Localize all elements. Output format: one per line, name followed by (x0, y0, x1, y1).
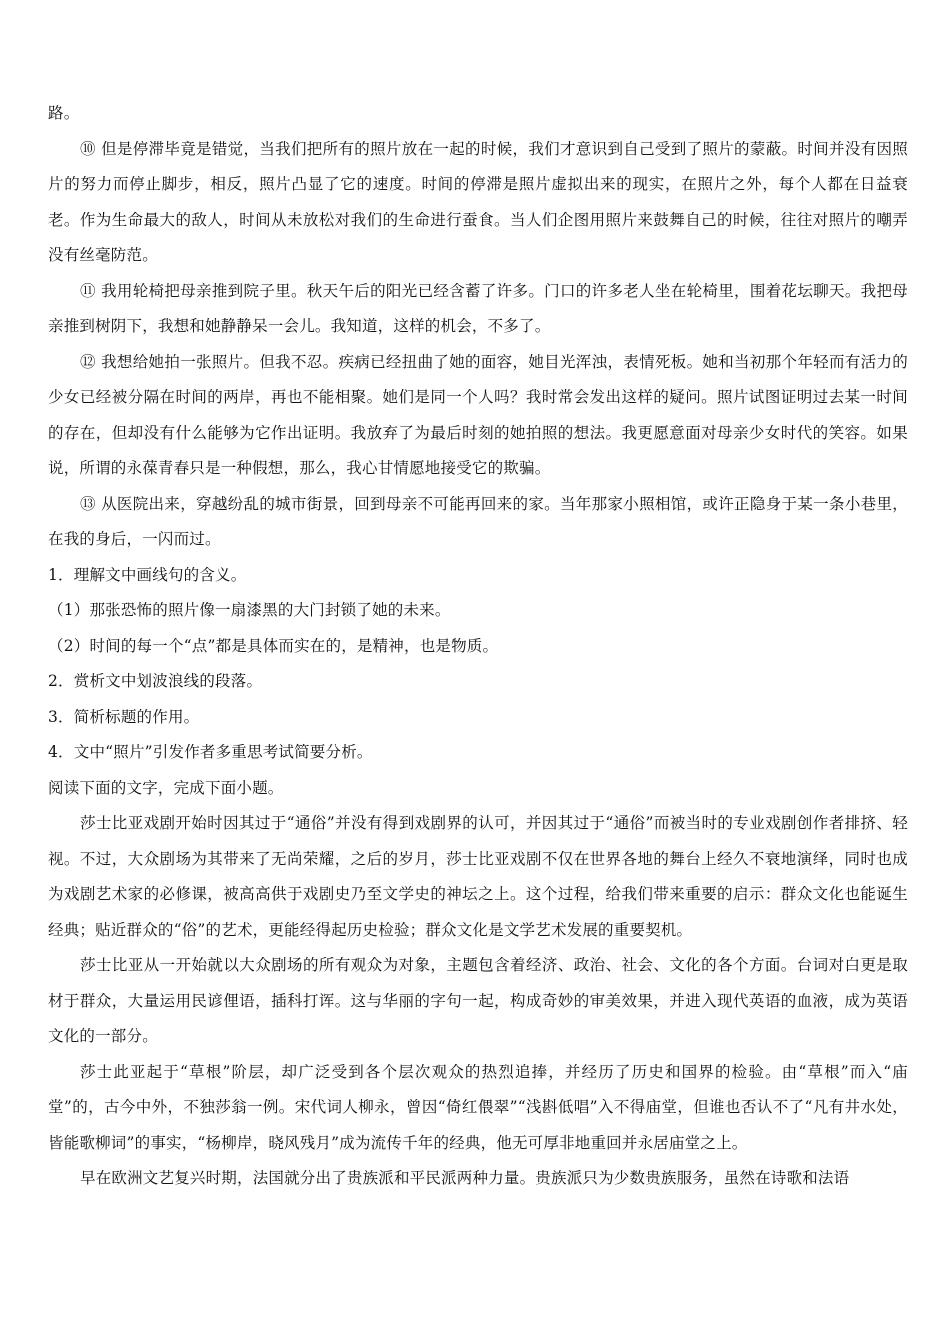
paragraph-11: ⑪ 我用轮椅把母亲推到院子里。秋天午后的阳光已经含蓄了许多。门口的许多老人坐在轮椅里，围着花坛聊天。我把母亲推到树阴下，我想和她静静呆一会儿。我知道，这样的机会，不多了。 (48, 281, 908, 335)
paragraph-12: ⑫ 我想给她拍一张照片。但我不忍。疾病已经扭曲了她的面容，她目光浑浊，表情死板。她和当初那个年轻而有活力的少女已经被分隔在时间的两岸，再也不能相聚。她们是同一个人吗？我时常会发出这样的疑问。照片试图证明过去某一时间的存在，但却没有什么能够为它作出证明。我放弃了为最后时刻的她拍照的想法。我更愿意面对母亲少女时代的笑容。如果说，所谓的永葆青春只是一种假想，那么，我心甘情愿地接受它的欺骗。 (48, 352, 908, 477)
question-3: 3．简析标题的作用。 (48, 707, 200, 726)
passage-paragraph-1: 莎士比亚戏剧开始时因其过于“通俗”并没有得到戏剧界的认可，并因其过于“通俗”而被当时的专业戏剧创作者排挤、轻视。不过，大众剧场为其带来了无尚荣耀，之后的岁月，莎士比亚戏剧不仅在世界各地的舞台上经久不衰地演绎，同时也成为戏剧艺术家的必修课，被高高供于戏剧史乃至文学史的神坛之上。这个过程，给我们带来重要的启示：群众文化也能诞生经典；贴近群众的“俗”的艺术，更能经得起历史检验；群众文化是文学艺术发展的重要契机。 (48, 814, 908, 939)
paragraph-tail: 路。 (48, 104, 80, 122)
section-intro: 阅读下面的文字，完成下面小题。 (48, 778, 284, 797)
question-1-part-2: （2）时间的每一个“点”都是具体而实在的，是精神，也是物质。 (48, 636, 499, 655)
question-1-part-1: （1）那张恐怖的照片像一扇漆黑的大门封锁了她的未来。 (48, 601, 451, 619)
passage-paragraph-3: 莎士此亚起于“草根”阶层，却广泛受到各个层次观众的热烈追捧，并经历了历史和国界的检验。由“草根”而入“庙堂”的，古今中外，不独莎翁一例。宋代词人柳永，曾因“倚红偎翠”“浅斟低唱”入不得庙堂，但谁也否认不了“凡有井水处，皆能歌柳词”的事实，“杨柳岸，晓风残月”成为流传千年的经典，他无可厚非地重回并永居庙堂之上。 (48, 1062, 908, 1152)
paragraph-13: ⑬ 从医院出来，穿越纷乱的城市街景，回到母亲不可能再回来的家。当年那家小照相馆，或许正隐身于某一条小巷里，在我的身后，一闪而过。 (48, 494, 908, 548)
document-page (48, 96, 908, 1197)
passage-paragraph-2: 莎士比亚从一开始就以大众剧场的所有观众为对象，主题包含着经济、政治、社会、文化的各个方面。台词对白更是取材于群众，大量运用民谚俚语，插科打诨。这与华丽的字句一起，构成奇妙的审美效果，并进入现代英语的血液，成为英语文化的一部分。 (48, 956, 908, 1045)
question-4: 4．文中“照片”引发作者多重思考试简要分析。 (48, 743, 373, 761)
question-1: 1．理解文中画线句的含义。 (48, 565, 247, 584)
paragraph-10: ⑩ 但是停滞毕竟是错觉，当我们把所有的照片放在一起的时候，我们才意识到自己受到了照片的蒙蔽。时间并没有因照片的努力而停止脚步，相反，照片凸显了它的速度。时间的停滞是照片虚拟出来的现实，在照片之外，每个人都在日益衰老。作为生命最大的敌人，时间从未放松对我们的生命进行蚕食。当人们企图用照片来鼓舞自己的时候，往往对照片的嘲弄没有丝毫防范。 (48, 139, 908, 264)
passage-paragraph-4: 早在欧洲文艺复兴时期，法国就分出了贵族派和平民派两种力量。贵族派只为少数贵族服务，虽然在诗歌和法语 (80, 1169, 850, 1187)
question-2: 2．赏析文中划波浪线的段落。 (48, 672, 263, 690)
